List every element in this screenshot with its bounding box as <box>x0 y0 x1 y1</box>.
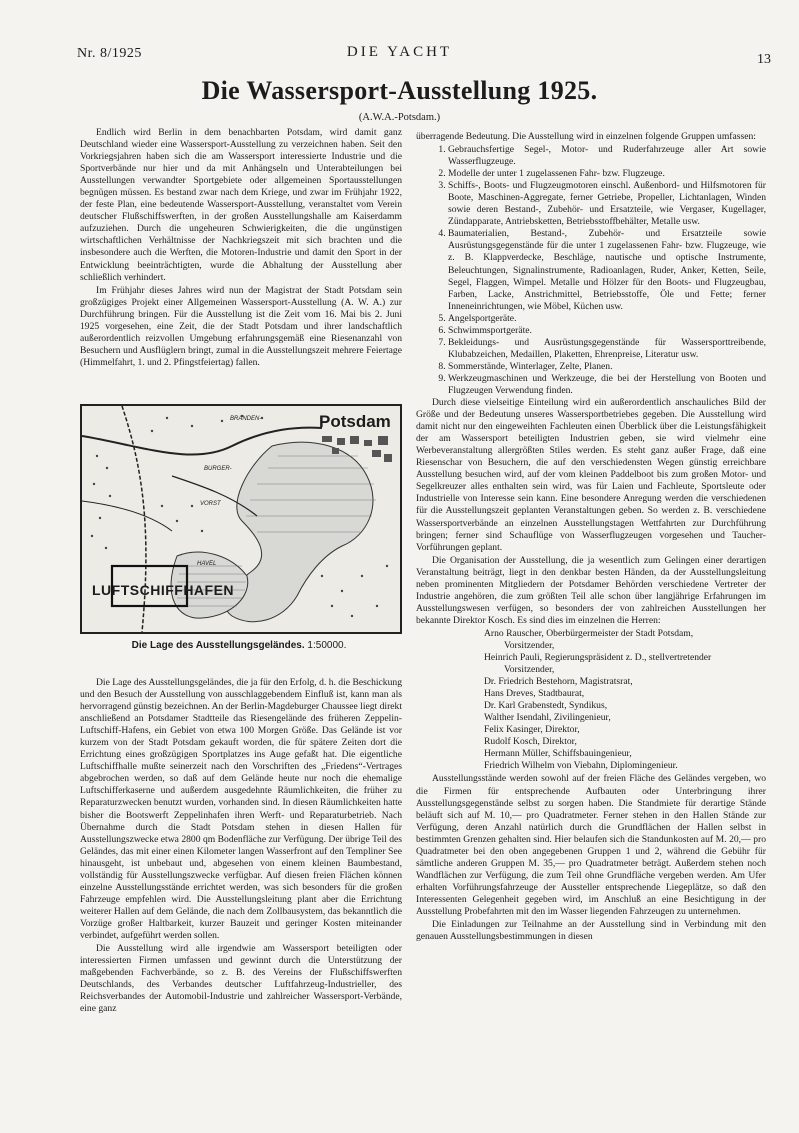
list-item: 8. Sommerstände, Winterlager, Zelte, Planen. <box>448 361 766 373</box>
map-label-luftschiffhafen: LUFTSCHIFFHAFEN <box>92 582 235 598</box>
paragraph: Endlich wird Berlin in dem benachbarten Potsdam, wird damit ganz Deutschland wieder eine Wassersport-Ausstellung zu verzeichnen haben. Seit den Vorkriegsjahren haben sich die am Wassersport interessierte Industrie und die Sportverbände nur hier und da mit Anhängseln und Unterabteilungen bei Ausstellungen verwandter Sportgebiete oder allgemeinen Sportausstellungen begnügen müssen. Es bestand zwar nach dem Kriege, und zwar im Frühjahr 1922, der feste Plan, eine bedeutende Wassersport-Ausstellung, veranstaltet vom Verein deutscher Flußschiffswerften, in der großen Ausstellungshalle am Kaiserdamm aufzuziehen. Durch die ungeheuren Schwierigkeiten, die die ungünstigen wirtschaftlichen Verhältnisse der Nachkriegszeit mit sich brachten und die insbesondere auch die Werften, die Motoren-Industrie und damit den Sport in der Entwicklung beeinträchtigten, wurde die Abhaltung der Ausstellung aber schließlich verhindert. <box>80 127 402 283</box>
list-item: 1. Gebrauchsfertige Segel-, Motor- und Ruderfahrzeuge aller Art sowie Wasserflugzeuge. <box>448 144 766 168</box>
article-subtitle: (A.W.A.-Potsdam.) <box>358 112 441 123</box>
map-label-small: VORST <box>200 501 221 507</box>
list-item: Dr. Friedrich Bestehorn, Magistratsrat, <box>484 676 633 688</box>
paragraph: Im Frühjahr dieses Jahres wird nun der Magistrat der Stadt Potsdam sein großzügiges Projekt einer Allgemeinen Wassersport-Ausstellung (A. W. A.) zur Durchführung bringen. Für die Ausstellung ist die Zeit vom 16. Mai bis 2. Juni 1925 vorgesehen, eine Zeit, die der Stadt Potsdam und ihrer landschaftlich außerordentlich reizvollen Umgebung erfahrungsgemäß eine Riesenanzahl von Besuchern und Ausflüglern bringt, zumal in die Ausstellungszeit mehrere Feiertage (Himmelfahrt, 1. und 2. Pfingstfeiertag) fallen. <box>80 284 402 368</box>
paragraph: Durch diese vielseitige Einteilung wird ein außerordentlich anschauliches Bild der Größe und der Bedeutung unseres Wassersportbetriebes gegeben. Die Ausstellung wird damit nicht nur den eingeweihten Fachleuten einen Überblick über die Leistungsfähigkeit der am Wassersport beteiligten Industrien geben, sie wird vielmehr eine Werbeveranstaltung allergrößten Stiles werden. Es steht ganz außer Frage, daß eine Riesenschar von Besuchern, die auf den verschiedensten Wegen günstig erreichbare Ausstellung besuchen wird, auf der vom kleinen Paddelboot bis zum großen Motor- und Segelkreuzer alles enthalten sein wird, was für Laien und Fachleute, Sportsleute oder Industrielle von Interesse sein kann. Eine besondere Anregung werden die verschiedenen für die Ausstellungszeit geplanten Veranstaltungen geben. So werden z. B. verschiedene Wassersportverbände an einzelnen Ausstellungstagen Wettfahrten zur Durchführung bringen; ferner sind Schauflüge von Wasserflugzeugen vorgesehen und Taucher-Vorführungen geplant. <box>416 397 766 553</box>
caption-scale: 1:50000. <box>307 640 347 651</box>
list-item: 9. Werkzeugmaschinen und Werkzeuge, die bei der Herstellung von Booten und Flugzeugen Verwendung finden. <box>448 373 766 397</box>
committee-list <box>416 628 766 773</box>
issue-number: Nr. 8/1925 <box>77 46 142 61</box>
paragraph: Ausstellungsstände werden sowohl auf der freien Fläche des Geländes vergeben, wo die Firmen für entsprechende Aufbauten oder Unterbringung ihrer Ausstellungsgegenstände selbst zu sorgen haben. Die Standmiete für derartige Stände beläuft sich auf M. 10,— pro Quadratmeter. Ferner stehen in den Hallen Stände zur Verfügung, deren Anzahl natürlich durch die Grundflächen der Hallen selbst in bestimmten Grenzen gehalten sind. Hier belaufen sich die Standunkosten auf M. 20,— pro Quadratmeter bei den oben angegebenen Gruppen 1 und 2, während die Gebühr für sämtliche anderen Gruppen M. 35,— pro Quadratmeter beträgt. Außerdem stehen noch Wandflächen zur Verfügung, die zum Teil ohne Grundfläche vergeben werden. Am Ufer erhalten Vorführungsfahrzeuge der Aussteller entsprechende Liegeplätze, so daß den Interessenten Gelegenheit gegeben wird, im Anschluß an eine Besichtigung in der Ausstellung Probefahrten mit den im Wasser liegenden Fahrzeugen zu unternehmen. <box>416 773 766 917</box>
list-item: 6. Schwimmsportgeräte. <box>448 325 766 337</box>
list-item: Dr. Karl Grabenstedt, Syndikus, <box>484 700 608 712</box>
list-item: 5. Angelsportgeräte. <box>448 313 766 325</box>
right-column <box>416 131 766 944</box>
exhibition-groups-list <box>416 144 766 397</box>
map-label-potsdam: Potsdam <box>319 412 391 431</box>
paragraph: Die Lage des Ausstellungsgeländes, die ja für den Erfolg, d. h. die Beschickung und den Besuch der Ausstellung von ausschlaggebendem Einfluß ist, kann man als hervorragend günstig bezeichnen. An der Berlin-Magdeburger Chaussee liegt direkt anschließend an Potsdamer Stadtteile das Riesengelände des früheren Zeppelin-Luftschiff-Hafens, ein Gebiet von etwa 100 Morgen Größe. Das Gelände ist vor kurzem von der Stadt Potsdam gekauft worden, die für spätere Zeiten dort die Errichtung eines großzügigen Sportplatzes ins Auge gefaßt hat. Die eigentliche Luftschiffhalle mußte seinerzeit nach den Vorschriften des „Friedens“-Vertrages abgebrochen werden, so daß auf dem Gelände heute nur noch die ehemalige Luftschifferkaserne und außerdem ausgedehnte Räumlichkeiten, die früher zu Reparaturzwecken benutzt wurden, vorhanden sind. In diesen Räumlichkeiten hatte bisher die Bootswerft Zeppelinhafen ihren Werft- und Reparaturbetrieb. Nach Übernahme durch die Stadt Potsdam stehen in diesen Hallen für Ausstellungszwecke etwa 2800 qm Bodenfläche zur Verfügung. Der übrige Teil des Geländes, das mit einer einen Kilometer langen Wasserfront auf den Templiner See hinausgeht, ist unbebaut und, abgesehen von einem kleinen Baumbestand, vollständig für Ausstellungszwecke verfügbar. Auf diesen freien Flächen können einzelne Ausstellungsstände errichtet werden, was sich besonders für die großen Fahrzeuge empfehlen wird. Die Ausstellungsleitung plant aber die Errichtung weiterer Hallen auf dem Gelände, die nach dem Zollbausystem, das bekanntlich die Vorzüge großer Haltbarkeit, kurzer Bauzeit und geringer Kosten miteinander verbindet, aufgeführt werden sollen. <box>80 677 402 941</box>
list-item: Rudolf Kosch, Direktor, <box>484 736 577 748</box>
left-column-top <box>80 127 402 370</box>
article-title: Die Wassersport-Ausstellung 1925. <box>201 76 598 105</box>
list-item: 7. Bekleidungs- und Ausrüstungsgegenstände für Wassersporttreibende, Klubabzeichen, Medaillen, Plaketten, Ehrenpreise, Literatur usw. <box>448 337 766 361</box>
list-item: Heinrich Pauli, Regierungspräsident z. D., stellvertretender <box>484 652 712 664</box>
left-column-bottom <box>80 677 402 1016</box>
list-item: Friedrich Wilhelm von Viebahn, Diplomingenieur. <box>484 760 678 772</box>
paragraph: Die Ausstellung wird alle irgendwie am Wassersport beteiligten oder interessierten Firmen umfassen und gewinnt durch die Unterstützung der maßgebenden Fachverbände, so z. B. des Vereins der Flußschiffswerften Deutschlands, des Verbandes deutscher Luftfahrzeug-Industrieller, des Reichsverbandes der Automobil-Industrie und zahlreicher Wassersport-Verbände, eine ganz <box>80 943 402 1015</box>
page-number: 13 <box>757 52 771 67</box>
list-item: Vorsitzender, <box>504 639 555 651</box>
map-label-small: HAVEL <box>197 561 217 567</box>
map-label-small: BRANDEN- <box>230 416 262 422</box>
map-label-small: BURGER- <box>204 466 232 472</box>
paragraph: Die Einladungen zur Teilnahme an der Ausstellung sind in Verbindung mit den genauen Ausstellungsbestimmungen in diesen <box>416 919 766 943</box>
list-item: 2. Modelle der unter 1 zugelassenen Fahr- bzw. Flugzeuge. <box>448 168 766 180</box>
list-item: Hermann Müller, Schiffsbauingenieur, <box>484 748 632 760</box>
list-item: Vorsitzender, <box>504 664 555 676</box>
list-item: Hans Dreves, Stadtbaurat, <box>484 688 585 700</box>
list-item: Arno Rauscher, Oberbürgermeister der Stadt Potsdam, <box>484 627 694 639</box>
list-item: 3. Schiffs-, Boots- und Flugzeugmotoren einschl. Außenbord- und Hilfsmotoren für Boote, Maschinen-Aggregate, ferner Getriebe, Propeller, Lichtanlagen, Winden sowie deren Bestand-, Zubehör- und Ersatzteile, wie Vergaser, Kugellager, Zündapparate, Antriebsketten, Betriebsstoffbehälter, Metalle usw. <box>448 180 766 228</box>
journal-title: DIE YACHT <box>346 44 453 60</box>
paragraph: überragende Bedeutung. Die Ausstellung wird in einzelnen folgende Gruppen umfassen: <box>416 131 756 142</box>
list-item: Walther Isendahl, Zivilingenieur, <box>484 712 611 724</box>
list-item: Felix Kasinger, Direktor, <box>484 724 580 736</box>
list-item: 4. Baumaterialien, Bestand-, Zubehör- und Ersatzteile sowie Ausrüstungsgegenstände für die unter 1 zugelassenen Fahr- bzw. Flugzeuge, wie z. B. Klappverdecke, Beschläge, nautische und optische Instrumente, Beleuchtungen, Signalinstrumente, Radioanlagen, Ruder, Anker, Ketten, Seile, Segel, Flaggen, Wimpel. Metalle und Hölzer für den Boots- und Flugzeugbau, Farben, Lacke, Anstrichmittel, Betriebsstoffe, Öle und Fette; ferner Inneneinrichtungen, wie Möbel, Küchen usw. <box>448 228 766 312</box>
caption-text: Die Lage des Ausstellungsgeländes. <box>131 640 305 651</box>
map-caption <box>80 640 398 651</box>
map-drawing <box>82 406 400 632</box>
site-map <box>80 404 402 634</box>
paragraph: Die Organisation der Ausstellung, die ja wesentlich zum Gelingen einer derartigen Veranstaltung beiträgt, liegt in den denkbar besten Händen, da der Ausstellungsleitung neben prominenten Mitgliedern der Potsdamer Behörden verschiedene Vertreter der Industrie angehören, die zum größten Teil alle schon über langjährige Erfahrungen im Ausstellungswesen verfügen, so besonders der von zahlreichen Ausstellungen her bekannte Direktor Kosch. Es sind dies im einzelnen die Herren: <box>416 554 766 626</box>
